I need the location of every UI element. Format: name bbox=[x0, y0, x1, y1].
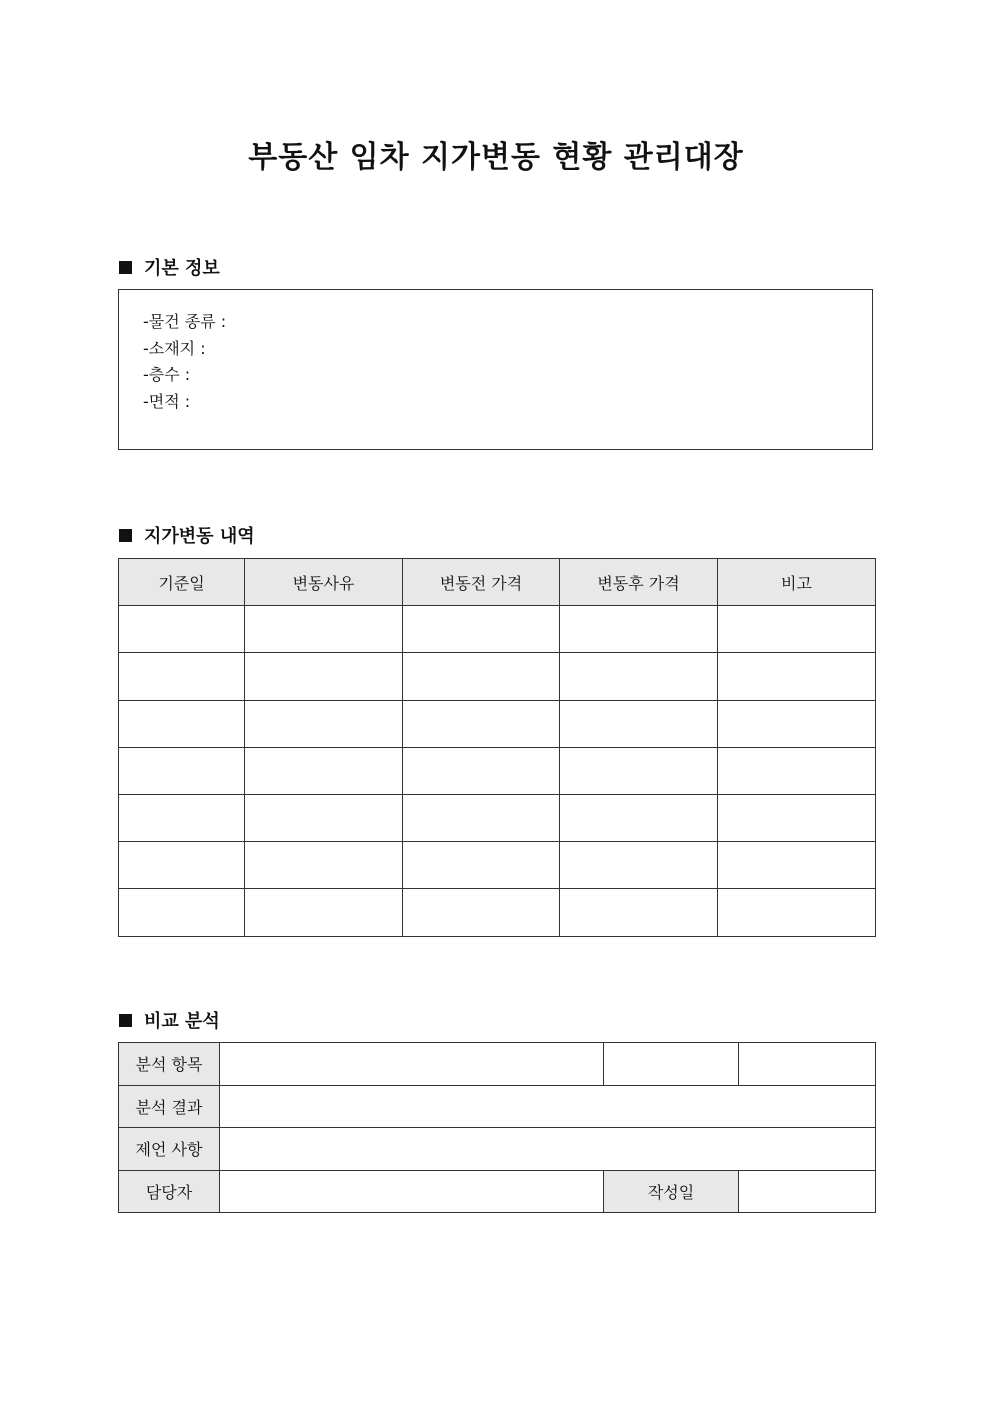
analysis-item-value[interactable] bbox=[220, 1043, 604, 1086]
suggestion-value[interactable] bbox=[220, 1128, 876, 1171]
table-cell[interactable] bbox=[119, 606, 245, 653]
table-cell[interactable] bbox=[403, 747, 560, 794]
table-cell[interactable] bbox=[560, 653, 718, 700]
table-row bbox=[119, 1128, 876, 1171]
comparison-heading bbox=[119, 1007, 220, 1033]
table-cell[interactable] bbox=[560, 747, 718, 794]
analysis-result-value[interactable] bbox=[220, 1085, 876, 1128]
comparison-table bbox=[118, 1042, 876, 1213]
table-row bbox=[119, 1043, 876, 1086]
page-title: 부동산 임차 지가변동 현황 관리대장 bbox=[248, 140, 744, 175]
table-cell[interactable] bbox=[718, 747, 876, 794]
table-cell[interactable] bbox=[718, 606, 876, 653]
analysis-item-label: 분석 항목 bbox=[119, 1043, 220, 1086]
table-row bbox=[119, 842, 876, 889]
date-label: 작성일 bbox=[604, 1170, 739, 1213]
square-bullet-icon bbox=[119, 1014, 132, 1027]
table-row bbox=[119, 1170, 876, 1213]
column-header-price-after: 변동후 가격 bbox=[560, 559, 718, 606]
info-line-type: -물건 종류 : bbox=[143, 312, 227, 331]
table-cell[interactable] bbox=[718, 794, 876, 841]
table-cell[interactable] bbox=[119, 889, 245, 936]
table-cell[interactable] bbox=[119, 794, 245, 841]
table-cell[interactable] bbox=[403, 606, 560, 653]
table-cell[interactable] bbox=[560, 889, 718, 936]
table-row bbox=[119, 889, 876, 936]
table-cell[interactable] bbox=[119, 700, 245, 747]
table-row bbox=[119, 700, 876, 747]
change-history-heading bbox=[119, 522, 255, 548]
table-cell[interactable] bbox=[560, 794, 718, 841]
analysis-item-extra-2[interactable] bbox=[739, 1043, 876, 1086]
table-cell[interactable] bbox=[560, 842, 718, 889]
info-line-floors: -층수 : bbox=[143, 365, 191, 384]
comparison-heading-label: 비교 분석 bbox=[144, 1011, 220, 1032]
table-cell[interactable] bbox=[245, 889, 403, 936]
table-row bbox=[119, 794, 876, 841]
table-cell[interactable] bbox=[718, 700, 876, 747]
table-cell[interactable] bbox=[403, 700, 560, 747]
analysis-result-label: 분석 결과 bbox=[119, 1085, 220, 1128]
table-cell[interactable] bbox=[245, 700, 403, 747]
table-cell[interactable] bbox=[403, 794, 560, 841]
table-cell[interactable] bbox=[718, 889, 876, 936]
column-header-date: 기준일 bbox=[119, 559, 245, 606]
table-cell[interactable] bbox=[245, 747, 403, 794]
square-bullet-icon bbox=[119, 529, 132, 542]
basic-info-heading-label: 기본 정보 bbox=[144, 258, 220, 279]
table-cell[interactable] bbox=[560, 606, 718, 653]
table-row bbox=[119, 747, 876, 794]
change-history-table bbox=[118, 558, 876, 937]
table-cell[interactable] bbox=[403, 889, 560, 936]
info-line-area: -면적 : bbox=[143, 391, 191, 411]
basic-info-heading bbox=[119, 254, 220, 280]
basic-info-box bbox=[118, 289, 873, 450]
table-cell[interactable] bbox=[718, 842, 876, 889]
table-cell[interactable] bbox=[403, 842, 560, 889]
column-header-price-before: 변동전 가격 bbox=[403, 559, 560, 606]
table-cell[interactable] bbox=[718, 653, 876, 700]
manager-label: 담당자 bbox=[119, 1170, 220, 1213]
table-row bbox=[119, 1085, 876, 1128]
column-header-reason: 변동사유 bbox=[245, 559, 403, 606]
manager-value[interactable] bbox=[220, 1170, 604, 1213]
table-cell[interactable] bbox=[119, 653, 245, 700]
analysis-item-extra-1[interactable] bbox=[604, 1043, 739, 1086]
date-value[interactable] bbox=[739, 1170, 876, 1213]
table-header-row bbox=[119, 559, 876, 606]
table-cell[interactable] bbox=[245, 606, 403, 653]
table-row bbox=[119, 653, 876, 700]
table-cell[interactable] bbox=[245, 653, 403, 700]
table-row bbox=[119, 606, 876, 653]
table-cell[interactable] bbox=[560, 700, 718, 747]
table-cell[interactable] bbox=[245, 842, 403, 889]
table-cell[interactable] bbox=[403, 653, 560, 700]
square-bullet-icon bbox=[119, 261, 132, 274]
table-cell[interactable] bbox=[245, 794, 403, 841]
info-line-location: -소재지 : bbox=[143, 338, 206, 358]
table-cell[interactable] bbox=[119, 842, 245, 889]
change-history-heading-label: 지가변동 내역 bbox=[144, 526, 255, 547]
suggestion-label: 제언 사항 bbox=[119, 1128, 220, 1171]
table-cell[interactable] bbox=[119, 747, 245, 794]
column-header-note: 비고 bbox=[718, 559, 876, 606]
